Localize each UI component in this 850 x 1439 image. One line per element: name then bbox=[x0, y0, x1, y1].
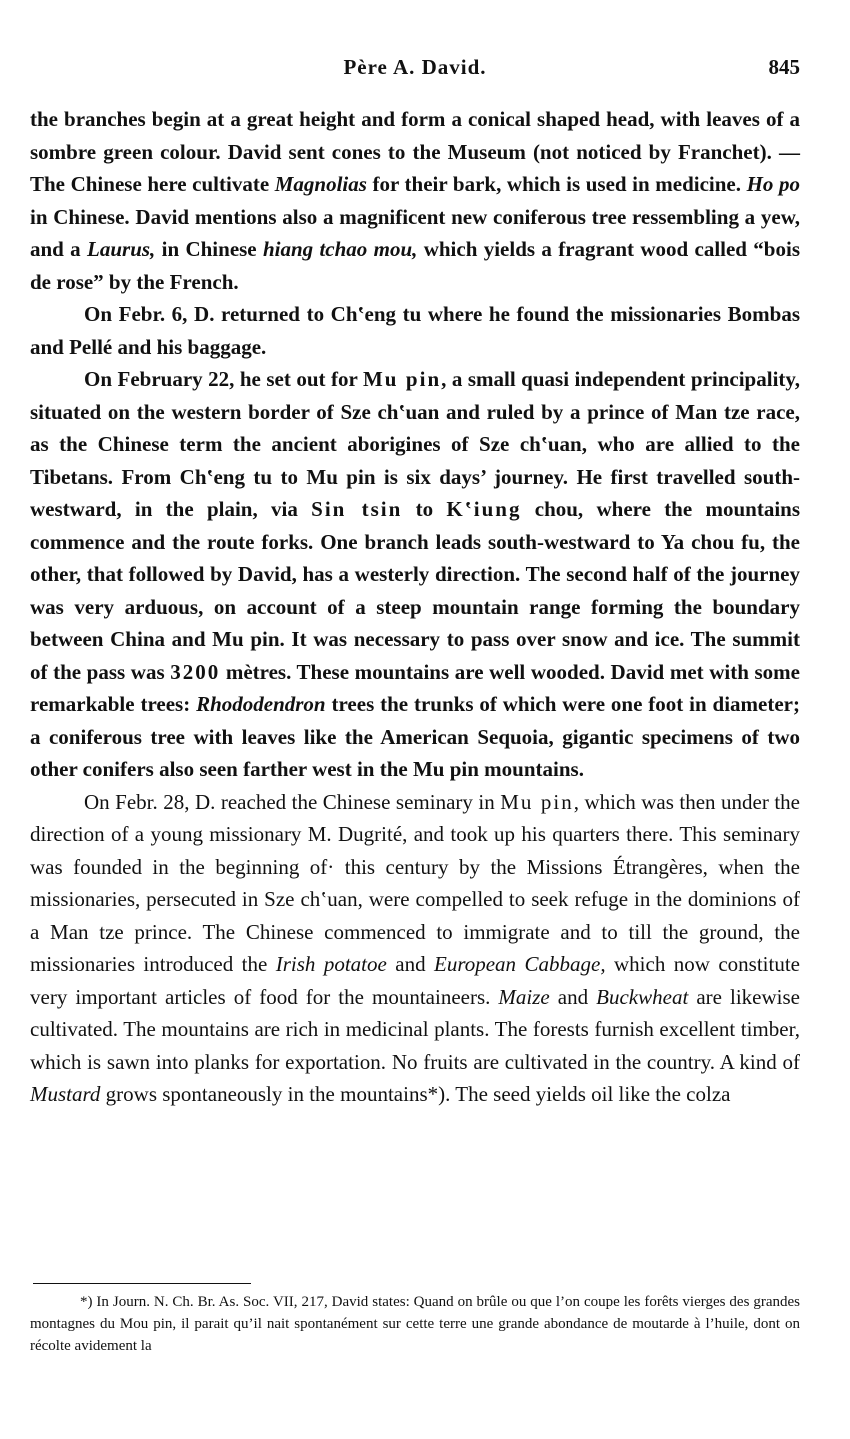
footnote-rule bbox=[33, 1283, 251, 1284]
italic-term: Magnolias bbox=[274, 172, 367, 196]
italic-term: Ho po bbox=[746, 172, 801, 196]
italic-term: Mustard bbox=[30, 1082, 101, 1106]
paragraph-3: On February 22, he set out for Mu pin, a small quasi independent principality, situated on the western border of Sze chʽuan and ruled by a prince of Man tze race, as the Chinese term the ancient aborigines of Sze chʽuan, who are allied to the Tibetans. From Chʽeng tu to Mu pin is six days’ journey. He first travelled south-westward, in the plain, via Sin tsin to Kʽiung chou, where the mountains commence and the route forks. One branch leads south-westward to Ya chou fu, the other, that followed by David, has a westerly direction. The second half of the journey was very arduous, on account of a steep mountain range forming the boundary between China and Mu pin. It was necessary to pass over snow and ice. The summit of the pass was 3200 mètres. These mountains are well wooded. David met with some remarkable trees: Rhododendron trees the trunks of which were one foot in diameter; a coniferous tree with leaves like the American Sequoia, gigantic specimens of two other conifers also seen farther west in the Mu pin mountains. bbox=[30, 367, 801, 781]
body-text bbox=[30, 103, 800, 1111]
italic-term: Rhododendron bbox=[196, 692, 326, 716]
spaced-name: Kʽiung bbox=[446, 497, 522, 521]
spaced-name: 3200 bbox=[170, 659, 221, 684]
running-title: Père A. David. bbox=[343, 55, 487, 79]
paragraph-1: the branches begin at a great height and form a conical shaped head, with leaves of a sombre green colour. David sent cones to the Museum (not noticed by Franchet). — The Chinese here cultivate Magnolias for their bark, which is used in medicine. Ho po in Chinese. David mentions also a magnificent new coniferous tree ressembling a yew, and a Laurus, in Chinese hiang tchao mou, which yields a fragrant wood called “bois de rose” by the French. bbox=[30, 107, 801, 294]
italic-term: Buckwheat bbox=[596, 984, 689, 1009]
spaced-name: Mu pin bbox=[500, 789, 574, 814]
running-header bbox=[30, 52, 800, 82]
spaced-name: Mu pin bbox=[362, 367, 442, 391]
italic-term: Irish potatoe bbox=[275, 952, 387, 976]
paragraph-2: On Febr. 6, D. returned to Chʽeng tu where he found the missionaries Bombas and Pellé and his baggage. bbox=[30, 302, 800, 359]
italic-term: hiang tchao mou, bbox=[262, 237, 418, 261]
italic-term: European Cabbage, bbox=[434, 952, 606, 976]
spaced-name: Sin tsin bbox=[311, 497, 403, 521]
page-number: 845 bbox=[768, 55, 800, 79]
footnote-text: *) In Journ. N. Ch. Br. As. Soc. VII, 217, David states: Quand on brûle ou que l’on coupe les forêts vierges des grandes montagnes du Mou pin, il parait qu’il nait spontanément sur cette terre une grande abondance de moutarde à l’huile, dont on récolte avidement la bbox=[30, 1294, 800, 1354]
footnote bbox=[30, 1291, 800, 1357]
italic-term: Maize bbox=[498, 984, 550, 1009]
paragraph-4: On Febr. 28, D. reached the Chinese seminary in Mu pin, which was then under the direction of a young missionary M. Dugrité, and took up his quarters there. This seminary was founded in the beginning of· this century by the Missions Étrangères, when the missionaries, persecuted in Sze chʽuan, were compelled to seek refuge in the dominions of a Man tze prince. The Chinese commenced to immigrate and to till the ground, the missionaries introduced the Irish potatoe and European Cabbage, which now constitute very important articles of food for the mountaineers. Maize and Buckwheat are likewise cultivated. The mountains are rich in medicinal plants. The forests furnish excellent timber, which is sawn into planks for exportation. No fruits are cultivated in the country. A kind of Mustard grows spontaneously in the mountains*). The seed yields oil like the colza bbox=[30, 789, 801, 1106]
italic-term: Laurus, bbox=[87, 237, 156, 261]
